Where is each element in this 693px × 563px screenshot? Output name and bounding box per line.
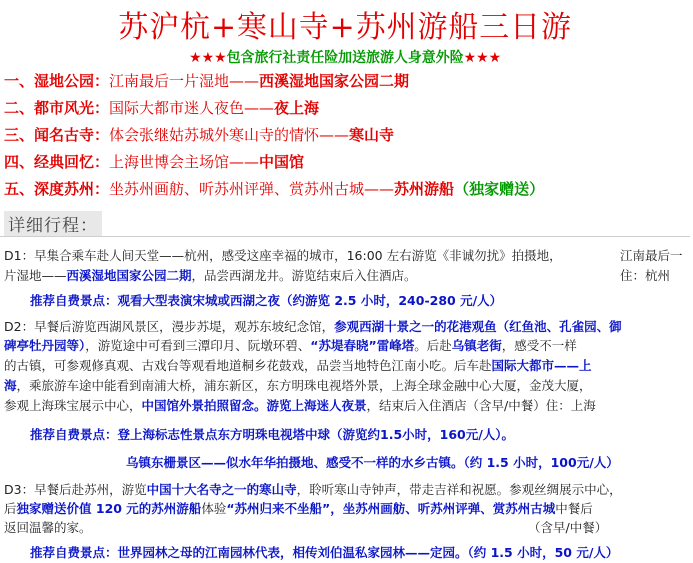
day2-key-attraction: 中国馆外景拍照留念。游览上海迷人夜景 xyxy=(141,398,367,413)
day2-recommendation-1: 推荐自费景点：登上海标志性景点东方明珠电视塔中球（游览约1.5小时，160元/人）。 xyxy=(30,427,515,442)
stars-left-icon: ★★★ xyxy=(189,50,227,66)
day1-lodging: 住：杭州 xyxy=(620,268,671,283)
highlight-number: 三、 xyxy=(4,126,35,144)
day3-text: 中餐后 xyxy=(555,501,593,516)
day2-text: ，结束后入住酒店（含早/中餐）住：上海 xyxy=(366,398,596,413)
highlight-category: 闻名古寺： xyxy=(34,126,110,144)
day3-line1 xyxy=(4,480,622,499)
stars-right-icon: ★★★ xyxy=(463,50,502,66)
day2-key-attraction: 海 xyxy=(4,378,17,393)
highlight-number: 五、 xyxy=(4,180,35,198)
divider xyxy=(0,236,690,237)
day3-text: D3：早餐后赴苏州，游览 xyxy=(4,482,147,497)
day2-key-attraction: “苏堤春晓”雷峰塔 xyxy=(310,338,415,353)
day3-text: ，聆听寒山寺钟声，带走吉祥和祝愿。参观丝绸展示中心， xyxy=(296,482,622,497)
day3-key-attraction: “苏州归来不坐船”，坐苏州画舫、听苏州评弹、赏苏州古城 xyxy=(226,501,556,516)
day1-key-attraction: 西溪湿地国家公园二期 xyxy=(66,268,192,283)
day3-key-attraction: 独家赠送价值 120 元的苏州游船 xyxy=(16,501,202,516)
itinerary-heading: 详细行程： xyxy=(4,211,102,236)
highlight-item-4 xyxy=(4,151,304,172)
day2-line5 xyxy=(4,396,596,415)
highlight-desc: 体会张继姑苏城外寒山寺的情怀—— xyxy=(109,126,350,144)
day2-text: 参观上海珠宝展示中心， xyxy=(4,398,142,413)
day3-recommendation: 推荐自费景点：世界园林之母的江南园林代表，相传刘伯温私家园林——定园。（约 1.5 小时，50 元/人） xyxy=(30,545,619,560)
day2-line3 xyxy=(4,356,592,375)
day2-key-attraction: 参观西湖十景之一的花港观鱼（红鱼池、孔雀园、御 xyxy=(334,319,622,334)
day2-text: 。后赴 xyxy=(414,338,452,353)
highlight-item-2 xyxy=(4,97,319,118)
day2-text: 的古镇，可参观修真观、古戏台等观看地道桐乡花鼓戏，品尝当地特色江南小吃。后车赴 xyxy=(4,358,492,373)
highlight-key: 苏州游船 xyxy=(394,180,455,198)
day2-text: ，乘旅游车途中能看到南浦大桥，浦东新区，东方明珠电视塔外景，上海全球金融中心大厦，金茂大厦， xyxy=(16,378,592,393)
highlight-key: 寒山寺 xyxy=(349,126,395,144)
day1-text: 片湿地—— xyxy=(4,268,67,283)
highlight-number: 二、 xyxy=(4,99,35,117)
highlight-item-1 xyxy=(4,70,409,91)
day2-text: D2：早餐后游览西湖风景区，漫步苏堤，观苏东坡纪念馆， xyxy=(4,319,335,334)
highlight-key: 中国馆 xyxy=(259,153,305,171)
day3-meals: （含早/中餐） xyxy=(528,520,608,535)
highlight-category: 深度苏州： xyxy=(34,180,110,198)
day1-line1-end: 江南最后一 xyxy=(620,248,683,263)
highlight-extra-badge: （独家赠送） xyxy=(454,180,545,198)
day2-key-attraction: 乌镇老街 xyxy=(451,338,502,353)
highlight-category: 都市风光： xyxy=(34,99,110,117)
day1-line2 xyxy=(4,266,417,285)
day1-text: ，品尝西湖龙井。游览结束后入住酒店。 xyxy=(191,268,417,283)
day1-text: D1：早集合乘车赴人间天堂——杭州，感受这座幸福的城市，16:00 左右游览《非诚勿扰》拍摄地， xyxy=(4,248,562,263)
day3-line2 xyxy=(4,499,593,518)
day3-line3: 返回温馨的家。 xyxy=(4,520,92,535)
day1-line1 xyxy=(4,246,562,265)
day2-recommendation-2: 乌镇东栅景区——似水年华拍摄地、感受不一样的水乡古镇。（约 1.5 小时，100元/人） xyxy=(126,455,619,470)
day3-text: 后 xyxy=(4,501,17,516)
subtitle-text: 包含旅行社责任险加送旅游人身意外险 xyxy=(226,50,464,66)
day2-line4 xyxy=(4,376,592,395)
day2-key-attraction: 碑亭牡丹园等） xyxy=(4,338,86,353)
highlight-number: 四、 xyxy=(4,153,35,171)
highlight-number: 一、 xyxy=(4,72,35,90)
highlight-item-3 xyxy=(4,124,394,145)
day1-recommendation: 推荐自费景点：观看大型表演宋城或西湖之夜（约游览 2.5 小时，240-280 元/人） xyxy=(30,293,503,308)
highlight-category: 经典回忆： xyxy=(34,153,110,171)
day2-line1 xyxy=(4,317,622,336)
day2-key-attraction: 国际大都市——上 xyxy=(491,358,592,373)
highlight-desc: 国际大都市迷人夜色—— xyxy=(109,99,275,117)
highlight-item-5 xyxy=(4,178,544,199)
highlight-category: 湿地公园： xyxy=(34,72,110,90)
page-title: 苏沪杭+寒山寺+苏州游船三日游 xyxy=(118,10,572,45)
highlight-desc: 江南最后一片湿地—— xyxy=(109,72,260,90)
subtitle-banner xyxy=(0,47,690,67)
highlight-key: 西溪湿地国家公园二期 xyxy=(259,72,410,90)
day2-text: ，游览途中可看到三潭印月、阮墩环碧、 xyxy=(85,338,311,353)
highlight-desc: 坐苏州画舫、听苏州评弹、赏苏州古城—— xyxy=(109,180,395,198)
day2-text: ，感受不一样 xyxy=(501,338,577,353)
day3-text: 体验 xyxy=(201,501,227,516)
day3-key-attraction: 中国十大名寺之一的寒山寺 xyxy=(146,482,297,497)
highlight-desc: 上海世博会主场馆—— xyxy=(109,153,260,171)
highlight-key: 夜上海 xyxy=(274,99,320,117)
day2-line2 xyxy=(4,336,577,355)
